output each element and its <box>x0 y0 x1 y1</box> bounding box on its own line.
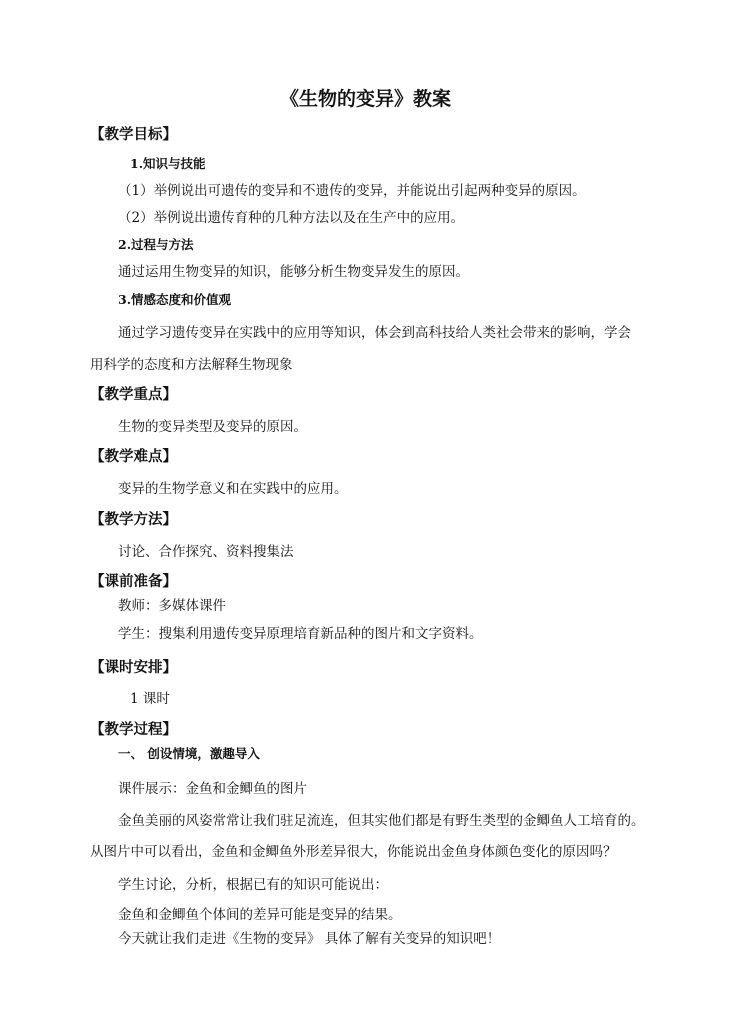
process-answer: 金鱼和金鲫鱼个体间的差异可能是变异的结果。 <box>118 907 402 923</box>
preparation-teacher: 教师：多媒体课件 <box>118 598 226 614</box>
methods-text: 讨论、合作探究、资料搜集法 <box>118 544 294 560</box>
heading-schedule: 【课时安排】 <box>90 659 177 676</box>
heading-preparation: 【课前准备】 <box>90 573 177 590</box>
preparation-student: 学生：搜集利用遗传变异原理培育新品种的图片和文字资料。 <box>118 626 483 642</box>
emotion-text-line2: 用科学的态度和方法解释生物现象 <box>90 357 293 373</box>
document-title: 《生物的变异》教案 <box>280 88 452 110</box>
process-para-line2: 从图片中可以看出，金鱼和金鲫鱼外形差异很大，你能说出金鱼身体颜色变化的原因吗？ <box>90 844 617 860</box>
process-display: 课件展示：金鱼和金鲫鱼的图片 <box>118 781 307 797</box>
heading-objectives: 【教学目标】 <box>90 126 177 143</box>
process-discussion: 学生讨论，分析，根据已有的知识可能说出： <box>118 877 388 893</box>
subheading-process: 2.过程与方法 <box>118 237 194 252</box>
process-intro: 今天就让我们走进《生物的变异》 具体了解有关变异的知识吧！ <box>118 931 501 947</box>
heading-methods: 【教学方法】 <box>90 511 177 528</box>
schedule-text: 1 课时 <box>130 691 170 707</box>
emotion-text-line1: 通过学习遗传变异在实践中的应用等知识，体会到高科技给人类社会带来的影响，学会 <box>118 325 631 341</box>
subheading-knowledge: 1.知识与技能 <box>130 156 206 171</box>
heading-difficulties: 【教学难点】 <box>90 448 177 465</box>
heading-key-points: 【教学重点】 <box>90 386 177 403</box>
subheading-emotion: 3.情感态度和价值观 <box>118 292 232 307</box>
objective-item-2: （2）举例说出遗传育种的几种方法以及在生产中的应用。 <box>118 210 465 226</box>
process-step-1: 一、 创设情境，激趣导入 <box>118 746 260 761</box>
heading-process: 【教学过程】 <box>90 721 177 738</box>
process-para-line1: 金鱼美丽的风姿常常让我们驻足流连，但其实他们都是有野生类型的金鲫鱼人工培育的。 <box>118 813 645 829</box>
difficulties-text: 变异的生物学意义和在实践中的应用。 <box>118 481 348 497</box>
key-points-text: 生物的变异类型及变异的原因。 <box>118 419 307 435</box>
objective-item-1: （1）举例说出可遗传的变异和不遗传的变异，并能说出引起两种变异的原因。 <box>118 183 586 199</box>
process-text: 通过运用生物变异的知识，能够分析生物变异发生的原因。 <box>118 264 469 280</box>
